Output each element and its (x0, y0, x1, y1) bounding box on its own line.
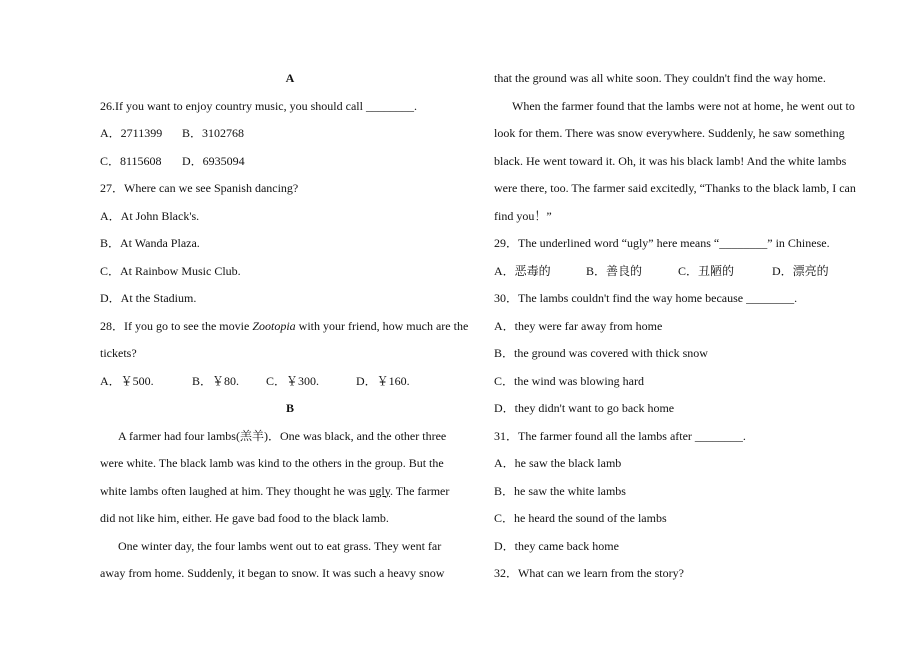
q28-stem-line2: tickets? (100, 346, 137, 360)
q31-option-a: A．he saw the black lamb (494, 456, 622, 470)
q29-option-b: B．善良的 (586, 263, 643, 278)
q31-stem: 31．The farmer found all the lambs after ________. (494, 428, 746, 443)
passage-p3-line5: find you！” (494, 208, 552, 223)
q26-option-c: C．8115608 (100, 153, 162, 168)
q28-option-d: D．￥160. (356, 373, 410, 388)
q27-option-c: C．At Rainbow Music Club. (100, 263, 241, 278)
q29-stem: 29．The underlined word “ugly” here means “________” in Chinese. (494, 236, 830, 250)
q26-stem: 26.If you want to enjoy country music, you should call ________. (100, 98, 417, 113)
passage-p1-line4: did not like him, either. He gave bad food to the black lamb. (100, 511, 389, 525)
q26-options-row1 (100, 120, 480, 148)
q26-option-b: B．3102768 (182, 126, 245, 140)
section-a-heading: A (285, 71, 295, 85)
passage-p3-line4: were there, too. The farmer said excitedly, “Thanks to the black lamb, I can (494, 181, 856, 195)
q30-option-b: B．the ground was covered with thick snow (494, 346, 708, 360)
q29-option-d: D．漂亮的 (772, 263, 829, 278)
q30-option-d: D．they didn't want to go back home (494, 401, 675, 415)
passage-p1-line3: white lambs often laughed at him. They thought he was ugly. The farmer (100, 483, 450, 498)
right-column (494, 65, 874, 588)
q27-stem: 27．Where can we see Spanish dancing? (100, 181, 299, 195)
q27-option-d: D．At the Stadium. (100, 291, 197, 305)
underlined-word-ugly: ugly (369, 483, 390, 498)
section-b-heading: B (285, 401, 294, 415)
passage-p3-line3: black. He went toward it. Oh, it was his black lamb! And the white lambs (494, 153, 847, 168)
q29-option-c: C．丑陋的 (678, 263, 735, 278)
q31-option-b: B．he saw the white lambs (494, 483, 626, 498)
passage-p1-line1: A farmer had four lambs(羔羊)．One was black, and the other three (118, 428, 447, 443)
q31-option-c: C．he heard the sound of the lambs (494, 511, 667, 525)
passage-p1-line2: were white. The black lamb was kind to the others in the group. But the (100, 456, 444, 470)
passage-p2-line1: One winter day, the four lambs went out to eat grass. They went far (118, 538, 442, 553)
q29-options (494, 258, 874, 286)
q28-option-a: A．￥500. (100, 373, 154, 388)
q28-option-c: C．￥300. (266, 373, 320, 388)
movie-title: Zootopia (252, 318, 296, 333)
q26-options-row2 (100, 148, 480, 176)
passage-p3-line1: When the farmer found that the lambs were not at home, he went out to (512, 98, 855, 113)
q32-stem: 32．What can we learn from the story? (494, 566, 684, 580)
q30-option-a: A．they were far away from home (494, 318, 663, 333)
q27-option-b: B．At Wanda Plaza. (100, 236, 200, 250)
q30-option-c: C．the wind was blowing hard (494, 373, 644, 388)
q28-option-b: B．￥80. (192, 373, 240, 388)
q26-option-a: A．2711399 (100, 126, 163, 140)
q28-stem: 28．If you go to see the movie Zootopia with your friend, how much are the (100, 318, 469, 333)
q31-option-d: D．they came back home (494, 538, 619, 553)
q28-options (100, 368, 480, 396)
left-column (100, 65, 480, 588)
passage-p2-line2: away from home. Suddenly, it began to snow. It was such a heavy snow (100, 566, 445, 580)
q29-option-a: A．恶毒的 (494, 263, 551, 278)
passage-p3-line2: look for them. There was snow everywhere. Suddenly, he saw something (494, 126, 845, 140)
q30-stem: 30．The lambs couldn't find the way home because ________. (494, 291, 798, 305)
q27-option-a: A．At John Black's. (100, 208, 200, 223)
passage-p2-line3: that the ground was all white soon. They couldn't find the way home. (494, 71, 826, 85)
q26-option-d: D．6935094 (182, 153, 245, 168)
